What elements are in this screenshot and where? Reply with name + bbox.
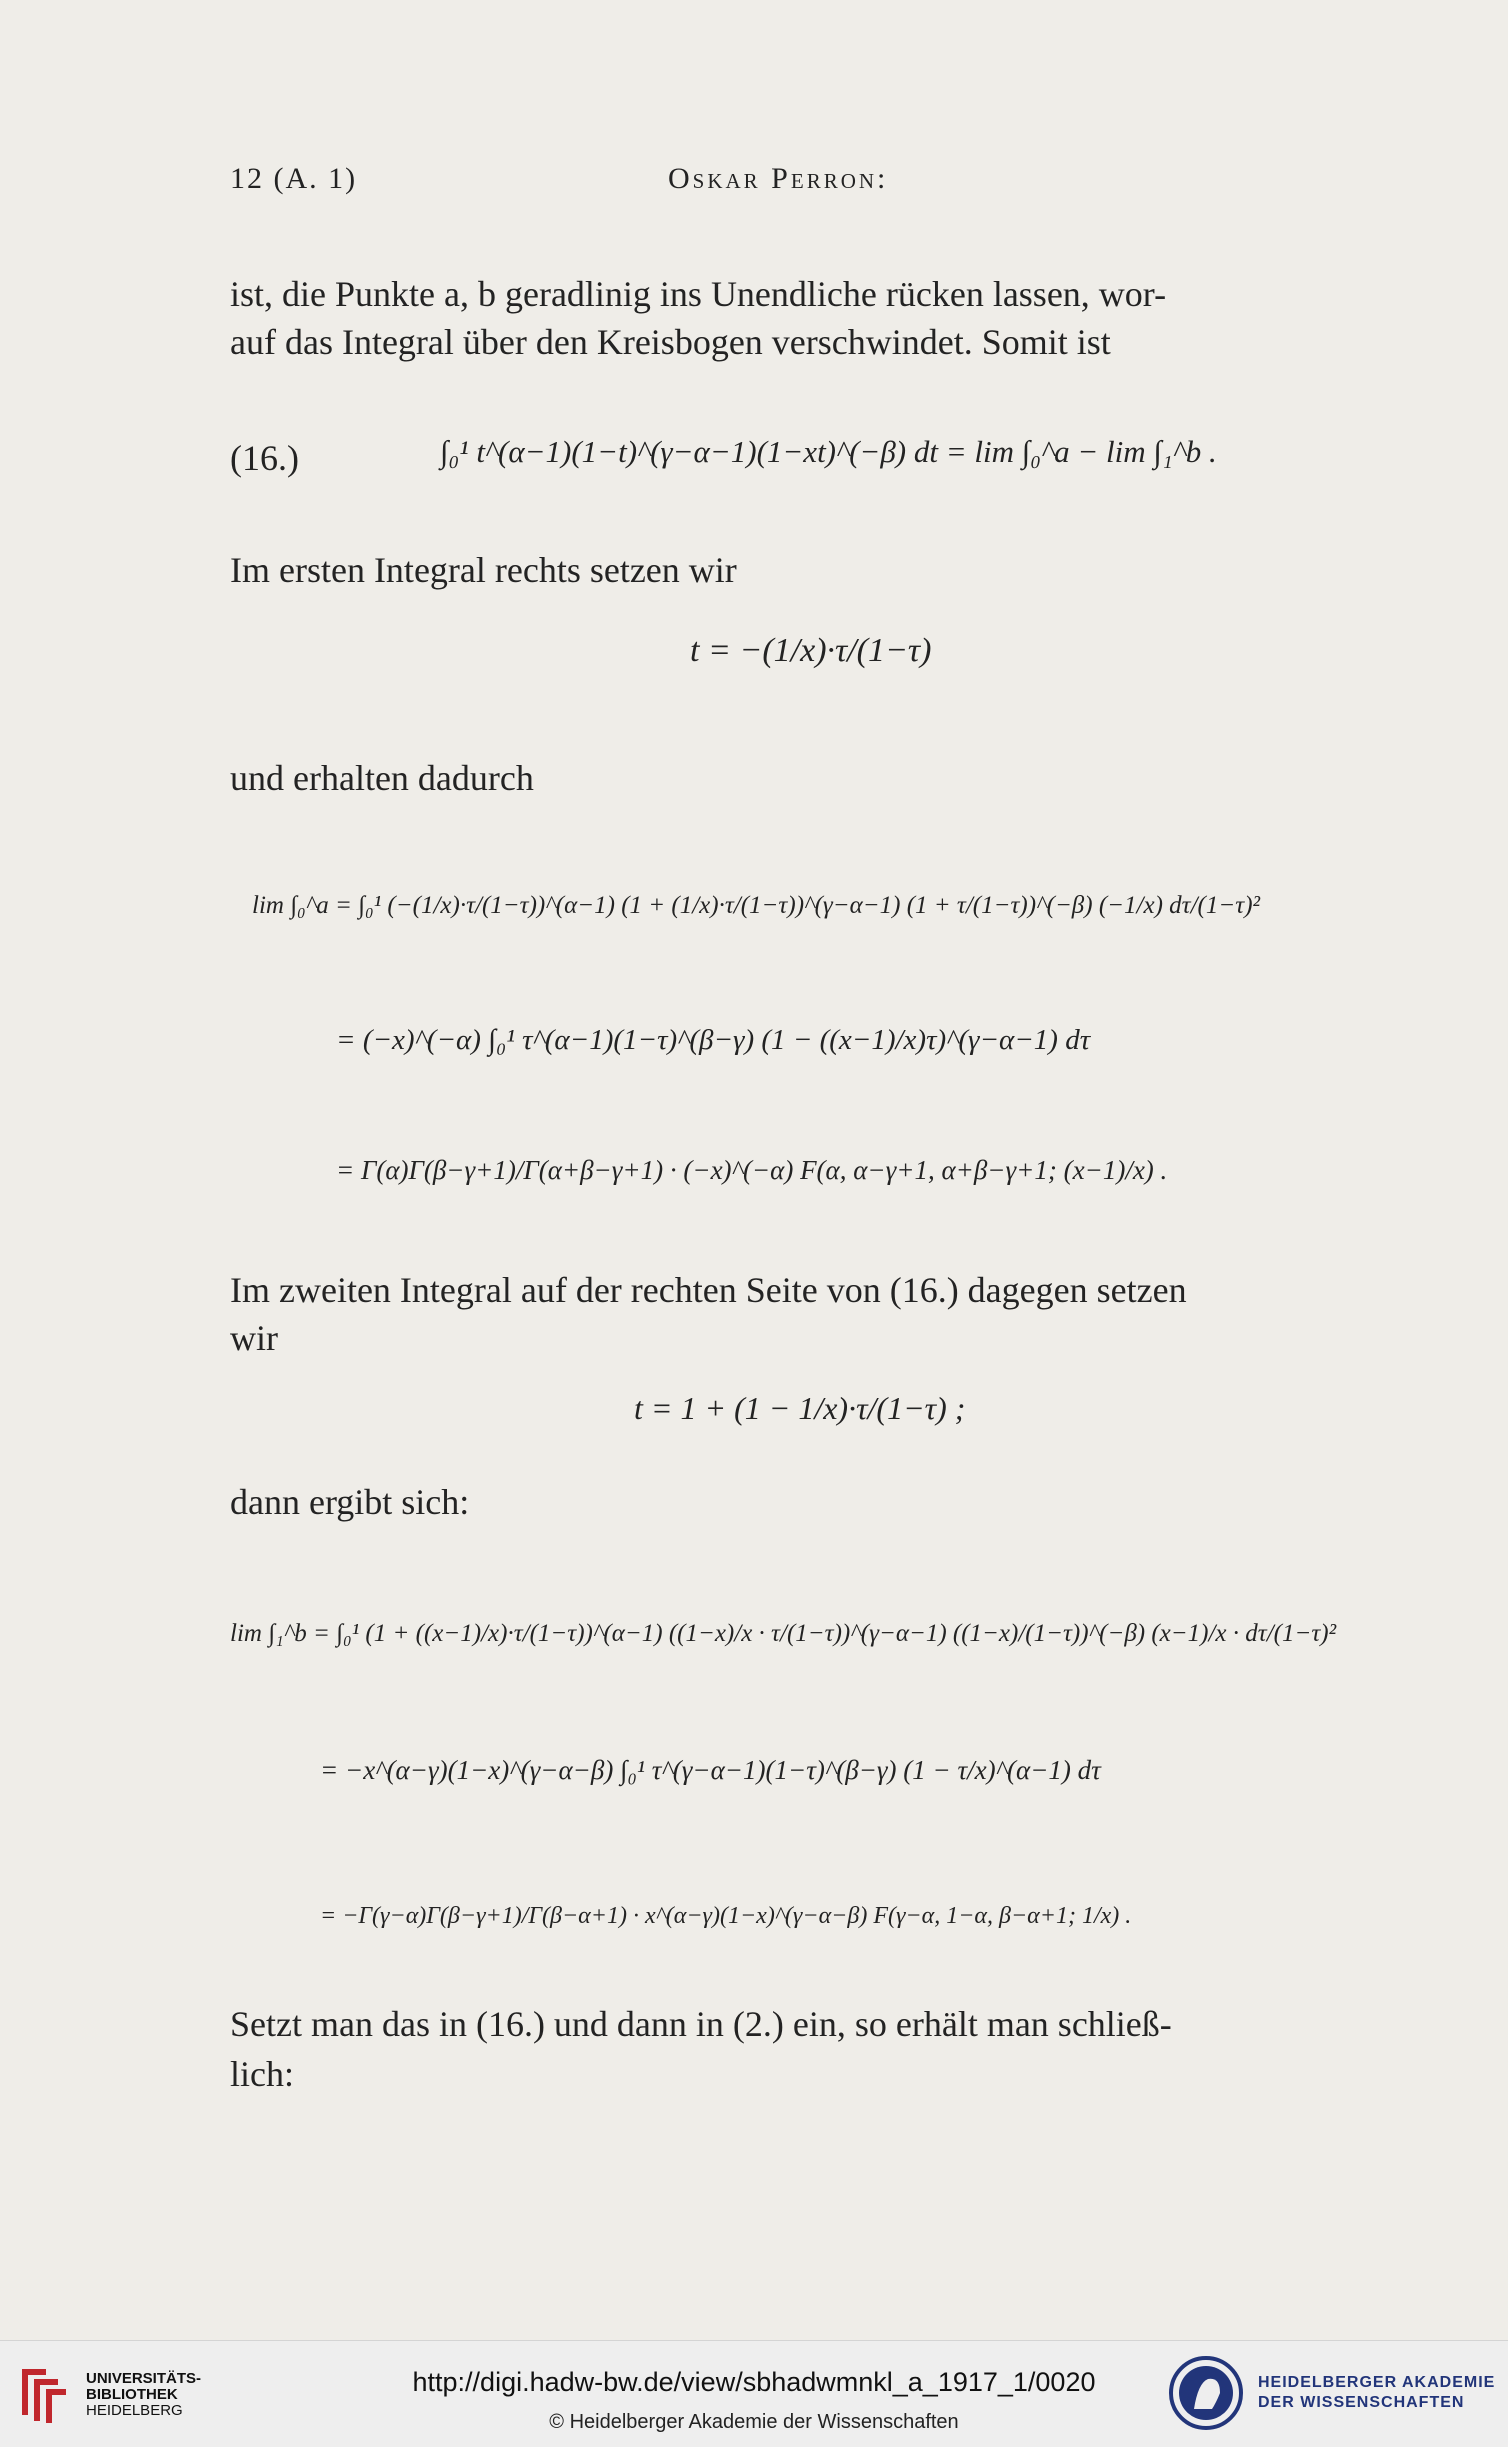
equation-text: t = 1 + (1 − 1/x)·τ/(1−τ) ; xyxy=(634,1390,966,1426)
limit-b-line-3 xyxy=(320,1890,1131,1932)
footer-bar xyxy=(0,2340,1508,2447)
paragraph-line: Setzt man das in (16.) und dann in (2.) ein, so erhält man schließ- xyxy=(230,2004,1172,2044)
limit-a-line-3 xyxy=(336,1146,1167,1188)
substitution-2 xyxy=(634,1386,965,1476)
equation-text: = Γ(α)Γ(β−γ+1)/Γ(α+β−γ+1) · (−x)^(−α) F(α, α−γ+1, α+β−γ+1; (x−1)/x) . xyxy=(336,1155,1168,1185)
paragraph-line: lich: xyxy=(230,2054,294,2094)
paragraph-line: Im zweiten Integral auf der rechten Seite von (16.) dagegen setzen xyxy=(230,1270,1187,1310)
academy-label xyxy=(1258,2373,1495,2413)
equation-text: t = −(1/x)·τ/(1−τ) xyxy=(690,632,932,669)
equation-text: ∫₀¹ t^(α−1)(1−t)^(γ−α−1)(1−xt)^(−β) dt = lim ∫₀^a − lim ∫₁^b . xyxy=(440,434,1217,469)
paragraph-line: und erhalten dadurch xyxy=(230,758,534,798)
equation-number: (16.) xyxy=(230,438,299,478)
substitution-1 xyxy=(690,628,931,728)
paragraph-line: ist, die Punkte a, b geradlinig ins Unendliche rücken lassen, wor- xyxy=(230,274,1167,314)
paragraph-line: Im ersten Integral rechts setzen wir xyxy=(230,550,737,590)
limit-a-line-2 xyxy=(336,1016,1090,1058)
equation-text: lim ∫₁^b = ∫₀¹ (1 + ((x−1)/x)·τ/(1−τ))^(α−1) ((1−x)/x · τ/(1−τ))^(γ−α−1) ((1−x)/(1−τ))^(−β) (x−1)/x · dτ/(1−τ)² xyxy=(230,1620,1337,1647)
logo-text-line: BIBLIOTHEK xyxy=(86,2386,178,2403)
logo-text-line: DER WISSENSCHAFTEN xyxy=(1258,2394,1465,2411)
running-title: Oskar Perron: xyxy=(668,162,889,195)
limit-a-line-1 xyxy=(252,880,1260,922)
equation-16 xyxy=(440,398,1260,518)
logo-text-line: UNIVERSITÄTS- xyxy=(86,2370,202,2387)
paragraph-line: wir xyxy=(230,1318,278,1358)
logo-text-line: HEIDELBERGER AKADEMIE xyxy=(1258,2374,1496,2391)
equation-text: = −x^(α−γ)(1−x)^(γ−α−β) ∫₀¹ τ^(γ−α−1)(1−τ)^(β−γ) (1 − τ/x)^(α−1) dτ xyxy=(320,1755,1101,1785)
copyright-text: © Heidelberger Akademie der Wissenschaften xyxy=(549,2411,959,2433)
equation-text: = −Γ(γ−α)Γ(β−γ+1)/Γ(β−α+1) · x^(α−γ)(1−x)^(γ−α−β) F(γ−α, 1−α, β−α+1; 1/x) . xyxy=(320,1903,1132,1929)
paragraph-line: dann ergibt sich: xyxy=(230,1482,470,1522)
document-url-link[interactable]: http://digi.hadw-bw.de/view/sbhadwmnkl_a_1917_1/0020 xyxy=(412,2367,1096,2397)
paragraph-line: auf das Integral über den Kreisbogen verschwindet. Somit ist xyxy=(230,322,1111,362)
limit-b-line-2 xyxy=(320,1746,1101,1788)
page-number-header: 12 (A. 1) xyxy=(230,162,358,195)
logo-text-line: HEIDELBERG xyxy=(86,2402,183,2419)
limit-b-line-1 xyxy=(230,1608,1336,1650)
equation-text: lim ∫₀^a = ∫₀¹ (−(1/x)·τ/(1−τ))^(α−1) (1 + (1/x)·τ/(1−τ))^(γ−α−1) (1 + τ/(1−τ))^(−β) (−1/x) dτ/(1−τ)² xyxy=(252,892,1261,919)
academy-seal-icon xyxy=(1168,2353,1244,2433)
equation-text: = (−x)^(−α) ∫₀¹ τ^(α−1)(1−τ)^(β−γ) (1 − ((x−1)/x)τ)^(γ−α−1) dτ xyxy=(336,1024,1091,1056)
